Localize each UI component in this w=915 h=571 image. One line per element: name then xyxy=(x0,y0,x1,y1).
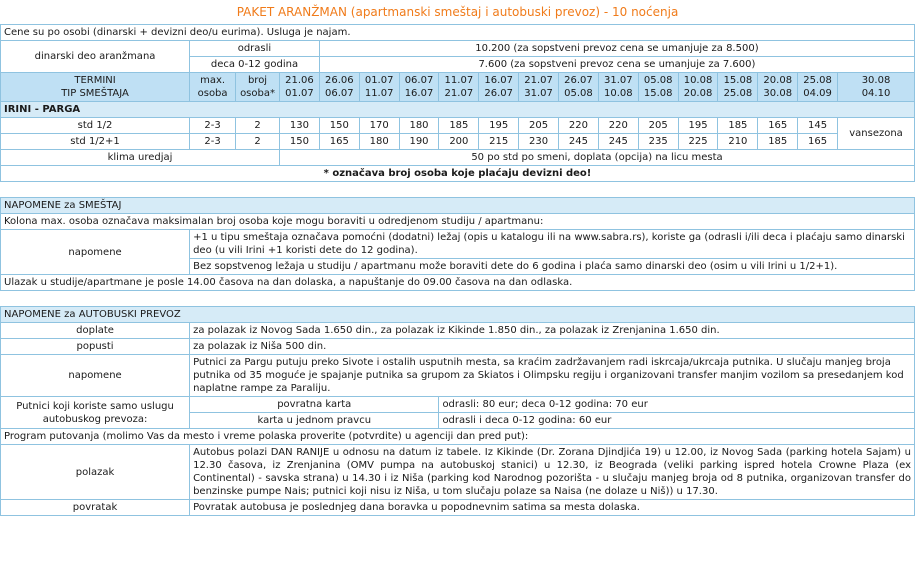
date-cell xyxy=(439,73,479,102)
price-cell: 180 xyxy=(399,118,439,134)
date-to: 06.07 xyxy=(324,88,354,99)
date-to: 25.08 xyxy=(723,88,753,99)
klima-label: klima uredjaj xyxy=(1,150,280,166)
prevoz-napomene-label: napomene xyxy=(1,355,190,397)
date-from: 06.07 xyxy=(404,75,434,86)
date-from: 30.08 xyxy=(861,75,891,86)
povratna-text: odrasli: 80 eur; deca 0-12 godina: 70 eur xyxy=(439,397,915,413)
jedan-pravac-text: odrasli i deca 0-12 godina: 60 eur xyxy=(439,413,915,429)
termini-label: TERMINI xyxy=(74,75,116,86)
osoba-star-label: osoba* xyxy=(240,88,275,99)
broj-label: broj xyxy=(247,75,268,86)
dinarski-who: odrasli xyxy=(190,41,320,57)
popusti-text: za polazak iz Niša 500 din. xyxy=(190,339,915,355)
dinarski-label: dinarski deo aranžmana xyxy=(1,41,190,73)
date-cell xyxy=(838,73,915,102)
date-to: 21.07 xyxy=(444,88,474,99)
price-cell: 205 xyxy=(519,118,559,134)
table-header-row xyxy=(1,73,915,102)
date-from: 11.07 xyxy=(444,75,474,86)
date-cell xyxy=(638,73,678,102)
price-cell: 145 xyxy=(798,118,838,134)
unit-max: 2-3 xyxy=(190,118,236,134)
ulazak-text: Ulazak u studije/apartmane je posle 14.00 časova na dan dolaska, a napuštanje do 09.00 časova na dan odlaska. xyxy=(1,275,915,291)
date-from: 21.07 xyxy=(524,75,553,86)
price-cell: 150 xyxy=(280,134,320,150)
date-from: 31.07 xyxy=(603,75,633,86)
date-cell xyxy=(519,73,559,102)
footnote: * označava broj osoba koje plaćaju devizni deo! xyxy=(1,166,915,182)
date-from: 20.08 xyxy=(763,75,793,86)
popusti-label: popusti xyxy=(1,339,190,355)
napomene-label: napomene xyxy=(1,230,190,275)
unit-broj: 2 xyxy=(236,134,280,150)
putnici-label: Putnici koji koriste samo uslugu autobuskog prevoza: xyxy=(1,397,190,429)
date-cell xyxy=(280,73,320,102)
date-to: 26.07 xyxy=(484,88,514,99)
price-cell: 165 xyxy=(319,134,359,150)
price-cell: 180 xyxy=(359,134,399,150)
smestaj-note: Bez sopstvenog ležaja u studiju / apartmanu može boraviti dete do 6 godina i plaća samo dinarski deo (osim u vili Irini u 1/2+1). xyxy=(190,259,915,275)
kolona-text: Kolona max. osoba označava maksimalan broj osoba koje mogu boraviti u odredjenom studiju / apartmanu: xyxy=(1,214,915,230)
date-to: 04.10 xyxy=(861,88,891,99)
date-cell xyxy=(319,73,359,102)
unit-max: 2-3 xyxy=(190,134,236,150)
price-table xyxy=(0,24,915,516)
povratna-label: povratna karta xyxy=(190,397,439,413)
price-cell: 220 xyxy=(559,118,599,134)
osoba-label: osoba xyxy=(197,88,228,99)
section-irini: IRINI - PARGA xyxy=(1,102,915,118)
dinarski-price: 10.200 (za sopstveni prevoz cena se umanjuje za 8.500) xyxy=(319,41,914,57)
date-to: 16.07 xyxy=(404,88,434,99)
date-from: 05.08 xyxy=(643,75,673,86)
price-cell: 195 xyxy=(678,118,718,134)
price-cell: 165 xyxy=(798,134,838,150)
date-cell xyxy=(399,73,439,102)
date-from: 01.07 xyxy=(364,75,394,86)
date-from: 10.08 xyxy=(683,75,713,86)
date-cell xyxy=(718,73,758,102)
unit-type: std 1/2 xyxy=(1,118,190,134)
price-cell: 215 xyxy=(479,134,519,150)
date-to: 10.08 xyxy=(603,88,633,99)
page-title: PAKET ARANŽMAN (apartmanski smeštaj i autobuski prevoz) - 10 noćenja xyxy=(236,5,679,19)
price-cell: 200 xyxy=(439,134,479,150)
napomene-smestaj-heading: NAPOMENE za SMEŠTAJ xyxy=(1,198,915,214)
date-cell xyxy=(359,73,399,102)
date-from: 26.06 xyxy=(324,75,354,86)
unit-broj: 2 xyxy=(236,118,280,134)
price-cell: 235 xyxy=(638,134,678,150)
date-cell xyxy=(678,73,718,102)
price-cell: 210 xyxy=(718,134,758,150)
napomene-prevoz-heading: NAPOMENE za AUTOBUSKI PREVOZ xyxy=(1,307,915,323)
jedan-pravac-label: karta u jednom pravcu xyxy=(190,413,439,429)
date-to: 05.08 xyxy=(564,88,593,99)
date-cell xyxy=(758,73,798,102)
price-cell: 230 xyxy=(519,134,559,150)
date-from: 16.07 xyxy=(484,75,514,86)
date-to: 20.08 xyxy=(683,88,713,99)
date-cell xyxy=(798,73,838,102)
tip-smestaja-label: TIP SMEŠTAJA xyxy=(61,88,129,99)
dinarski-who: deca 0-12 godina xyxy=(190,57,320,73)
date-cell xyxy=(598,73,638,102)
date-to: 30.08 xyxy=(763,88,793,99)
intro-text: Cene su po osobi (dinarski + devizni deo/u eurima). Usluga je najam. xyxy=(1,25,915,41)
date-to: 31.07 xyxy=(524,88,553,99)
date-from: 21.06 xyxy=(285,75,314,86)
dinarski-price: 7.600 (za sopstveni prevoz cena se umanjuje za 7.600) xyxy=(319,57,914,73)
date-cell xyxy=(479,73,519,102)
program-text: Program putovanja (molimo Vas da mesto i vreme polaska proverite (potvrdite) u agenciji dan pred put): xyxy=(1,429,915,445)
price-cell: 185 xyxy=(758,134,798,150)
price-cell: 170 xyxy=(359,118,399,134)
header-max xyxy=(190,73,236,102)
polazak-label: polazak xyxy=(1,445,190,500)
date-to: 01.07 xyxy=(285,88,314,99)
date-to: 04.09 xyxy=(803,88,832,99)
date-cell xyxy=(559,73,599,102)
price-cell: 195 xyxy=(479,118,519,134)
price-cell: 220 xyxy=(598,118,638,134)
prevoz-napomena-text: Putnici za Pargu putuju preko Sivote i ostalih usputnih mesta, sa kraćim zadržavanjem radi iskrcaja/ukrcaja putnika. U slučaju manjeg broja putnika od 35 moguće je spajanje putnika sa grupom za Skiatos i Olimpsku regiju i organizovani transfer manjim vozilom sa presedanjem kod naplatne rampe za Paraliju. xyxy=(190,355,915,397)
unit-type: std 1/2+1 xyxy=(1,134,190,150)
doplate-text: za polazak iz Novog Sada 1.650 din., za polazak iz Kikinde 1.850 din., za polazak iz Zrenjanina 1.650 din. xyxy=(190,323,915,339)
price-cell: 205 xyxy=(638,118,678,134)
polazak-text: Autobus polazi DAN RANIJE u odnosu na datum iz tabele. Iz Kikinde (Dr. Zorana Djindjića 19) u 12.00, iz Novog Sada (parking hotela Sajam) u 12.30 časova, iz Zrenjanina (OMV pumpa na autobuskoj stanici) u 12.30, iz Beograda (veliki parking ispred hotela Crowne Plaza (ex Continental) - savska strana) u 14.30 i iz Niša (parking kod Narodnog pozorišta - u slučaju manjeg broja od 8 putnika, organizovan transfer do benzinske pumpe Nais; putnici koji nisu iz Niša, u tom slučaju polaze sa Naisa (ne dolaze u Niš)) u 17.30. xyxy=(190,445,915,500)
doplate-label: doplate xyxy=(1,323,190,339)
povratak-label: povratak xyxy=(1,500,190,516)
price-cell: 185 xyxy=(718,118,758,134)
price-cell: 165 xyxy=(758,118,798,134)
smestaj-note: +1 u tipu smeštaja označava pomoćni (dodatni) ležaj (opis u katalogu ili na www.sabra.rs), koriste ga (odrasli i/ili deca i plaćaju samo dinarski deo (u vili Irini +1 koristi dete do 12 godina). xyxy=(190,230,915,259)
price-cell: 245 xyxy=(598,134,638,150)
price-cell: 130 xyxy=(280,118,320,134)
vansezona-cell: vansezona xyxy=(838,118,915,150)
price-cell: 150 xyxy=(319,118,359,134)
price-cell: 190 xyxy=(399,134,439,150)
table-row xyxy=(1,134,915,150)
table-row xyxy=(1,118,915,134)
header-termini xyxy=(1,73,190,102)
header-broj xyxy=(236,73,280,102)
date-from: 15.08 xyxy=(723,75,753,86)
price-cell: 185 xyxy=(439,118,479,134)
date-to: 15.08 xyxy=(643,88,673,99)
date-from: 26.07 xyxy=(564,75,593,86)
povratak-text: Povratak autobusa je poslednjeg dana boravka u popodnevnim satima sa mesta dolaska. xyxy=(190,500,915,516)
max-label: max. xyxy=(200,75,226,86)
klima-text: 50 po std po smeni, doplata (opcija) na licu mesta xyxy=(280,150,915,166)
date-from: 25.08 xyxy=(803,75,832,86)
price-cell: 225 xyxy=(678,134,718,150)
price-cell: 245 xyxy=(559,134,599,150)
date-to: 11.07 xyxy=(364,88,394,99)
